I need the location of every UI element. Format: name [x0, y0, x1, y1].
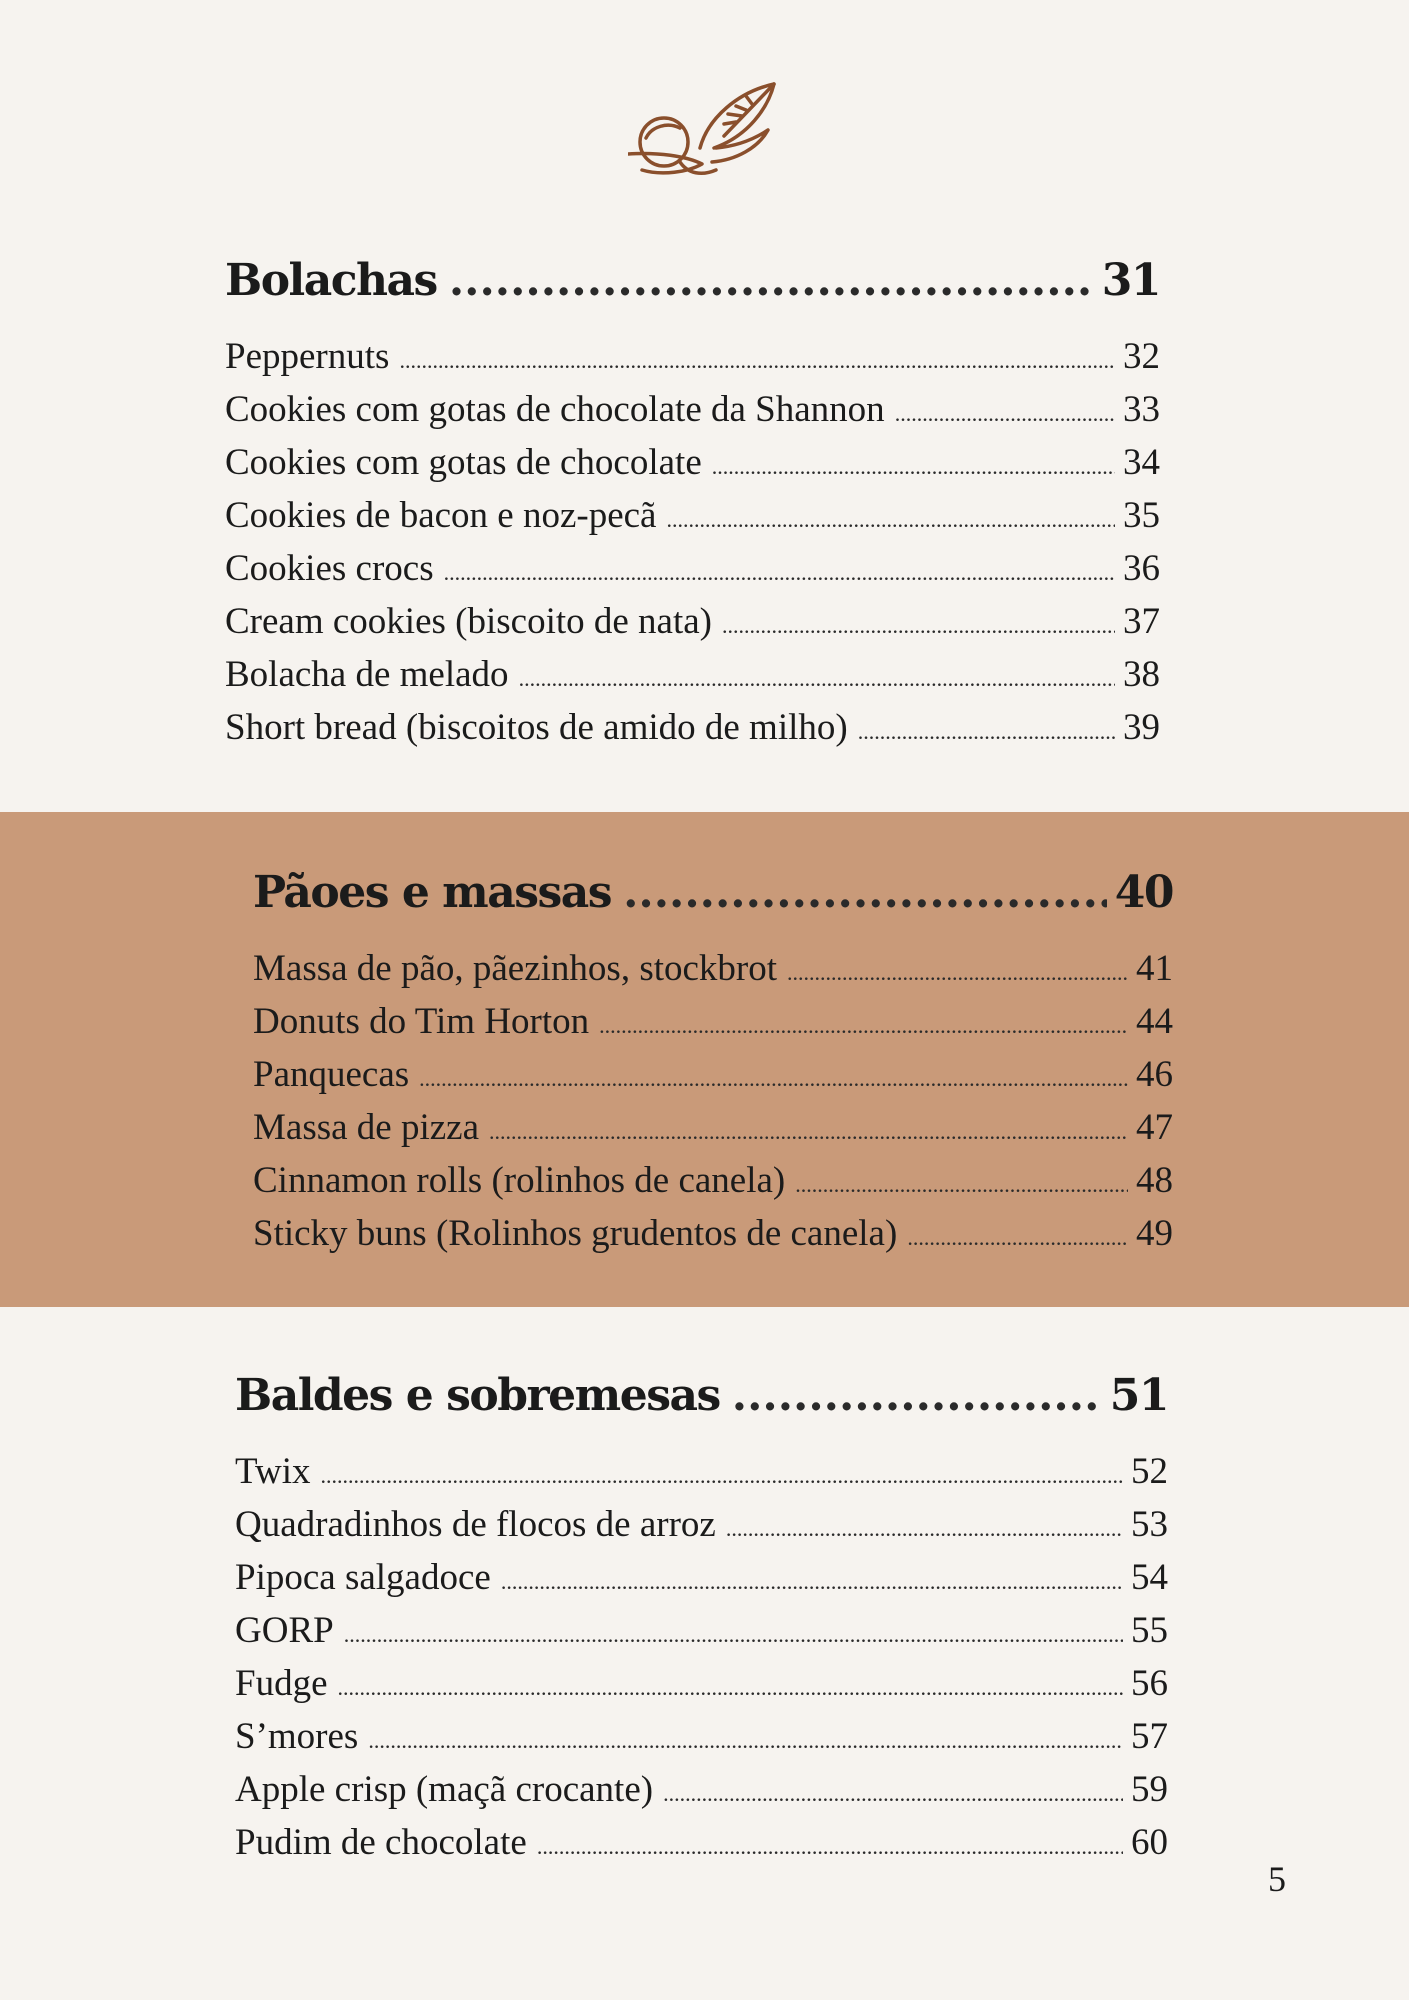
leader-dots	[858, 705, 1115, 758]
toc-entry[interactable]	[253, 1101, 1173, 1154]
leader-dots	[519, 652, 1115, 705]
entry-page: 32	[1123, 336, 1160, 377]
entry-page: 54	[1131, 1557, 1168, 1598]
entry-page: 47	[1136, 1107, 1173, 1148]
leader-dots	[712, 440, 1115, 493]
toc-entry[interactable]	[253, 995, 1173, 1048]
toc-entry[interactable]	[235, 1498, 1168, 1551]
toc-entry[interactable]	[225, 330, 1160, 383]
leader-dots	[489, 1105, 1128, 1158]
entry-page: 52	[1131, 1451, 1168, 1492]
entry-page: 33	[1123, 389, 1160, 430]
entry-label: Donuts do Tim Horton	[253, 1001, 590, 1042]
toc-entry[interactable]	[253, 942, 1173, 995]
entry-page: 35	[1123, 495, 1160, 536]
leader-dots	[726, 1502, 1123, 1555]
leader-dots	[338, 1661, 1124, 1714]
leader-dots	[537, 1820, 1123, 1873]
leader-dots	[666, 493, 1115, 546]
toc-entry[interactable]	[253, 1048, 1173, 1101]
toc-entry[interactable]	[235, 1763, 1168, 1816]
toc-entry[interactable]	[225, 436, 1160, 489]
entry-page: 46	[1136, 1054, 1173, 1095]
entry-page: 55	[1131, 1610, 1168, 1651]
leader-dots	[732, 1355, 1102, 1437]
section-title: Pãoes e massas	[253, 867, 612, 918]
entry-label: Short bread (biscoitos de amido de milho)	[225, 707, 848, 748]
leader-dots	[663, 1767, 1123, 1820]
entry-page: 53	[1131, 1504, 1168, 1545]
toc-entry[interactable]	[235, 1710, 1168, 1763]
section-page: 40	[1114, 867, 1173, 918]
entry-page: 48	[1136, 1160, 1173, 1201]
leader-dots	[722, 599, 1115, 652]
entry-label: Bolacha de melado	[225, 654, 509, 695]
section-page: 31	[1101, 255, 1160, 306]
toc-section-heading[interactable]	[253, 852, 1173, 934]
section-title: Bolachas	[225, 255, 437, 306]
entry-label: Fudge	[235, 1663, 328, 1704]
leader-dots	[368, 1714, 1123, 1767]
entry-label: GORP	[235, 1610, 334, 1651]
entry-page: 37	[1123, 601, 1160, 642]
entry-label: Peppernuts	[225, 336, 390, 377]
toc-section-heading[interactable]	[225, 240, 1160, 322]
page-number: 5	[1268, 1859, 1286, 1899]
entry-label: Massa de pizza	[253, 1107, 480, 1148]
toc-entry[interactable]	[253, 1207, 1173, 1260]
entry-page: 49	[1136, 1213, 1173, 1254]
toc-entry[interactable]	[225, 383, 1160, 436]
entry-label: Pipoca salgadoce	[235, 1557, 491, 1598]
entry-label: S’mores	[235, 1716, 359, 1757]
entry-page: 38	[1123, 654, 1160, 695]
entry-page: 59	[1131, 1769, 1168, 1810]
toc-entry[interactable]	[225, 489, 1160, 542]
toc-entry[interactable]	[235, 1604, 1168, 1657]
section-title: Baldes e sobremesas	[235, 1370, 720, 1421]
entry-label: Massa de pão, pãezinhos, stockbrot	[253, 948, 778, 989]
leader-dots	[449, 240, 1094, 322]
leader-dots	[399, 334, 1115, 387]
entry-label: Cinnamon rolls (rolinhos de canela)	[253, 1160, 786, 1201]
toc-entry[interactable]	[225, 542, 1160, 595]
entry-page: 34	[1123, 442, 1160, 483]
toc-entry[interactable]	[235, 1657, 1168, 1710]
section-page: 51	[1109, 1370, 1168, 1421]
entry-page: 57	[1131, 1716, 1168, 1757]
entry-label: Pudim de chocolate	[235, 1822, 527, 1863]
entry-page: 39	[1123, 707, 1160, 748]
entry-page: 60	[1131, 1822, 1168, 1863]
entry-label: Cream cookies (biscoito de nata)	[225, 601, 712, 642]
toc-entry[interactable]	[225, 648, 1160, 701]
leader-dots	[907, 1211, 1128, 1264]
entry-label: Twix	[235, 1451, 311, 1492]
leader-dots	[419, 1052, 1128, 1105]
leader-dots	[787, 946, 1128, 999]
toc-entry[interactable]	[253, 1154, 1173, 1207]
entry-label: Cookies com gotas de chocolate da Shannon	[225, 389, 885, 430]
toc-entry[interactable]	[235, 1551, 1168, 1604]
entry-label: Apple crisp (maçã crocante)	[235, 1769, 654, 1810]
leader-dots	[501, 1555, 1123, 1608]
entry-page: 36	[1123, 548, 1160, 589]
entry-label: Sticky buns (Rolinhos grudentos de canela)	[253, 1213, 898, 1254]
leader-dots	[444, 546, 1115, 599]
nut-and-leaf-icon	[628, 78, 778, 188]
toc-section-heading[interactable]	[235, 1355, 1168, 1437]
leader-dots	[599, 999, 1128, 1052]
entry-page: 56	[1131, 1663, 1168, 1704]
entry-page: 41	[1136, 948, 1173, 989]
toc-entry[interactable]	[235, 1816, 1168, 1869]
entry-label: Panquecas	[253, 1054, 410, 1095]
entry-label: Cookies com gotas de chocolate	[225, 442, 702, 483]
leader-dots	[321, 1449, 1123, 1502]
toc-entry[interactable]	[225, 701, 1160, 754]
toc-entry[interactable]	[235, 1445, 1168, 1498]
toc-section-paes-e-massas	[0, 812, 1409, 1307]
entry-label: Quadradinhos de flocos de arroz	[235, 1504, 716, 1545]
entry-label: Cookies de bacon e noz-pecã	[225, 495, 657, 536]
leader-dots	[344, 1608, 1123, 1661]
toc-entry[interactable]	[225, 595, 1160, 648]
entry-page: 44	[1136, 1001, 1173, 1042]
leader-dots	[795, 1158, 1128, 1211]
entry-label: Cookies crocs	[225, 548, 434, 589]
leader-dots	[895, 387, 1115, 440]
leader-dots	[623, 852, 1107, 934]
